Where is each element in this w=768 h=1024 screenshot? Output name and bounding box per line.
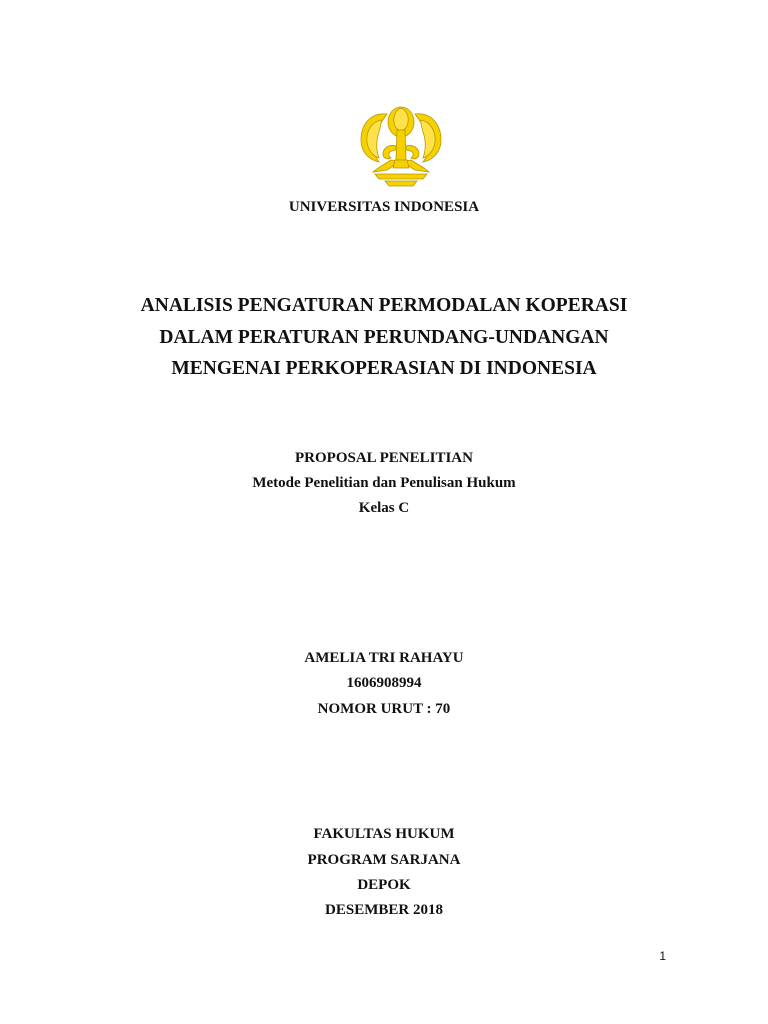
order-number: NOMOR URUT : 70 [317, 701, 451, 717]
page-number: 1 [659, 949, 666, 963]
city-name: DEPOK [357, 877, 411, 893]
class-name: Kelas C [358, 500, 410, 516]
title-line-1: ANALISIS PENGATURAN PERMODALAN KOPERASI [140, 295, 628, 316]
title-line-3: MENGENAI PERKOPERASIAN DI INDONESIA [171, 358, 597, 379]
university-logo-icon [351, 100, 451, 190]
program-name: PROGRAM SARJANA [307, 852, 461, 868]
document-date: DESEMBER 2018 [325, 902, 443, 918]
author-name: AMELIA TRI RAHAYU [304, 650, 464, 666]
student-id: 1606908994 [346, 675, 422, 691]
proposal-type: PROPOSAL PENELITIAN [295, 450, 473, 466]
title-line-2: DALAM PERATURAN PERUNDANG-UNDANGAN [159, 327, 609, 348]
faculty-name: FAKULTAS HUKUM [313, 826, 455, 842]
university-name: UNIVERSITAS INDONESIA [288, 199, 480, 215]
course-name: Metode Penelitian dan Penulisan Hukum [252, 475, 516, 491]
